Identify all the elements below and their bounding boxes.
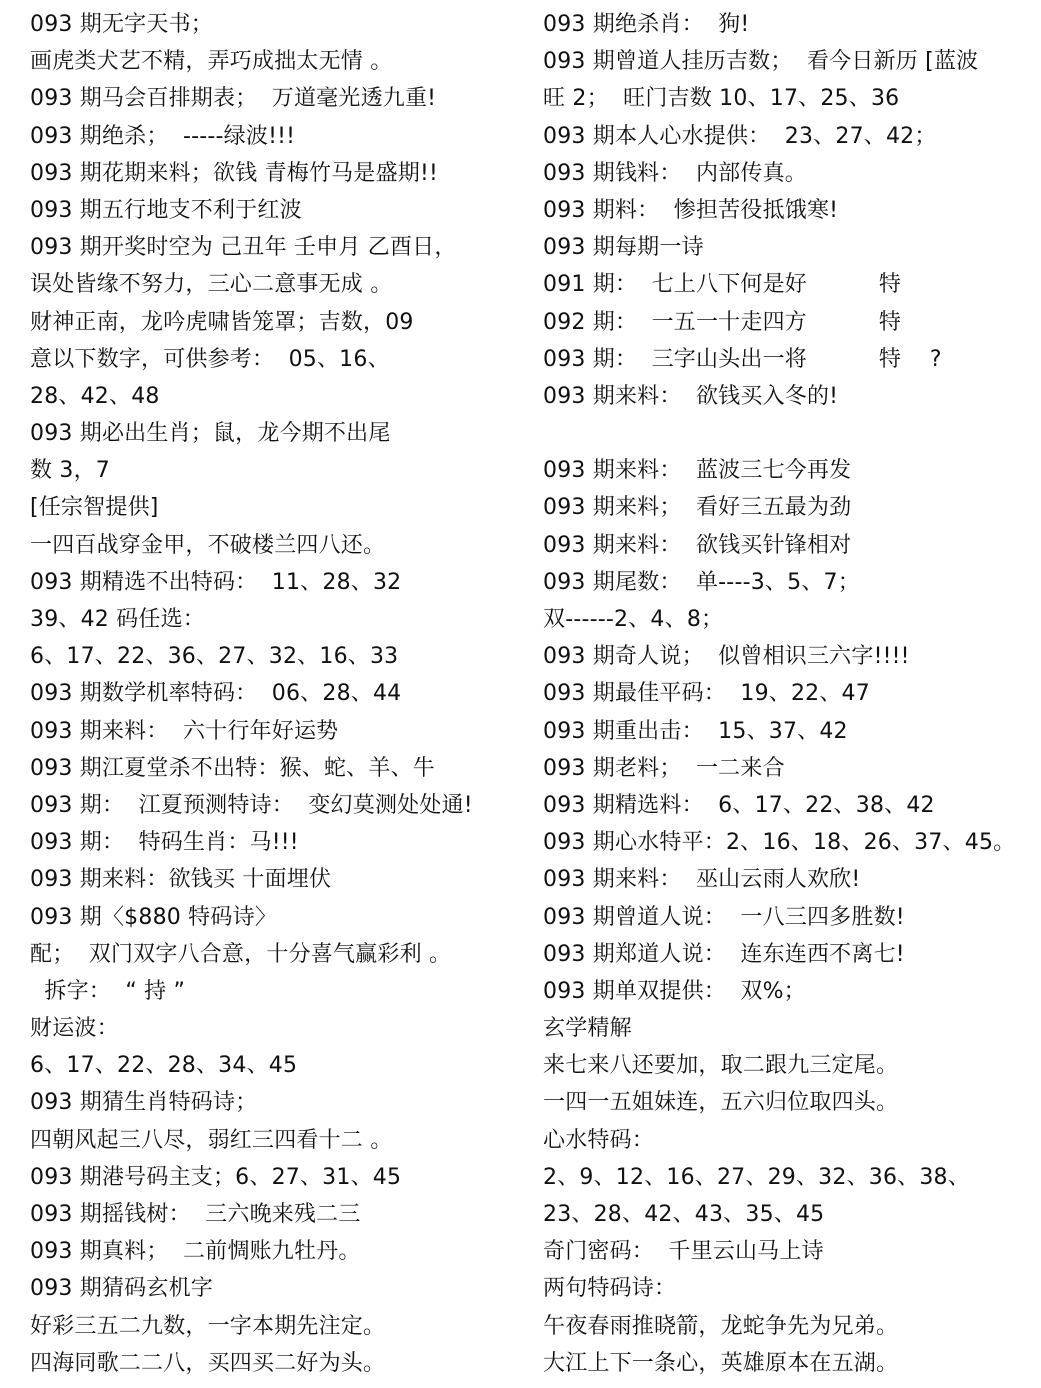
text-line: 093 期来料： 欲钱买入冬的! — [543, 383, 839, 409]
text-line: 093 期无字天书； — [30, 12, 213, 37]
text-line: 39、42 码任选： — [30, 607, 205, 632]
text-line: 093 期五行地支不利于红波 — [30, 197, 302, 223]
text-line: 四朝风起三八尽，弱红三四看十二 。 — [30, 1127, 393, 1153]
text-line: 093 期来料：欲钱买 十面埋伏 — [30, 867, 332, 893]
text-line: 093 期曾道人挂历吉数； 看今日新历 [蓝波 — [543, 49, 979, 75]
text-line: 093 期猜码玄机字 — [30, 1276, 213, 1302]
text-line: 093 期料： 惨担苦役抵饿寒! — [543, 197, 839, 223]
text-line: 一四百战穿金甲，不破楼兰四八还。 — [30, 532, 386, 558]
text-line: 093 期郑道人说： 连东连西不离七! — [543, 941, 905, 967]
text-line: 四海同歌二二八，买四买二好为头。 — [30, 1350, 386, 1376]
text-line: 奇门密码： 千里云山马上诗 — [543, 1239, 824, 1265]
text-line: 093 期： 三字山头出一将 特 ? — [543, 346, 942, 372]
text-line: 数 3，7 — [30, 458, 110, 484]
text-line: 093 期花期来料；欲钱 青梅竹马是盛期!! — [30, 160, 439, 186]
text-line: 093 期老料； 一二来合 — [543, 755, 785, 781]
text-line: 093 期尾数： 单----3、5、7； — [543, 569, 860, 595]
text-line: 大江上下一条心，英雄原本在五湖。 — [543, 1350, 899, 1376]
right-text-column — [543, 6, 1033, 1382]
text-line: 093 期每期一诗 — [543, 235, 704, 261]
text-line: 091 期： 七上八下何是好 特 — [543, 272, 902, 298]
text-line: 双------2、4、8； — [543, 607, 724, 632]
text-line: 玄学精解 — [543, 1016, 632, 1042]
text-line: 093 期曾道人说： 一八三四多胜数! — [543, 904, 905, 930]
text-line: 093 期最佳平码： 19、22、47 — [543, 681, 870, 707]
text-line: 093 期钱料： 内部传真。 — [543, 160, 807, 186]
text-line: 093 期来料： 六十行年好运势 — [30, 718, 339, 744]
text-line: 旺 2； 旺门吉数 10、17、25、36 — [543, 86, 900, 112]
text-line: 两句特码诗： — [543, 1276, 677, 1302]
text-line: 092 期： 一五一十走四方 特 — [543, 309, 902, 335]
text-line: 093 期开奖时空为 己丑年 壬申月 乙酉日， — [30, 235, 457, 261]
text-line: 093 期本人心水提供： 23、27、42； — [543, 123, 937, 149]
text-line: 093 期来料： 蓝波三七今再发 — [543, 458, 852, 484]
left-text-column — [30, 6, 520, 1382]
text-line: 093 期来料： 巫山云雨人欢欣! — [543, 867, 861, 893]
text-line: 财神正南，龙吟虎啸皆笼罩；吉数，09 — [30, 309, 414, 335]
text-line: 6、17、22、28、34、45 — [30, 1053, 298, 1079]
text-line: 2、9、12、16、27、29、32、36、38、 — [543, 1164, 970, 1190]
text-line: 意以下数字，可供参考： 05、16、 — [30, 346, 390, 372]
blank-line — [543, 415, 1033, 452]
text-line: [任宗智提供] — [30, 495, 159, 521]
text-line: 093 期港号码主支；6、27、31、45 — [30, 1164, 402, 1190]
text-line: 093 期重出击： 15、37、42 — [543, 718, 848, 744]
text-line: 一四一五姐妹连，五六归位取四头。 — [543, 1090, 899, 1116]
text-line: 093 期必出生肖；鼠，龙今期不出尾 — [30, 421, 391, 447]
text-line: 画虎类犬艺不精，弄巧成拙太无情 。 — [30, 49, 393, 75]
text-line: 093 期来料； 看好三五最为劲 — [543, 495, 852, 521]
text-line: 093 期绝杀肖： 狗! — [543, 12, 750, 37]
text-line: 23、28、42、43、35、45 — [543, 1202, 825, 1227]
text-line: 28、42、48 — [30, 383, 160, 409]
text-line: 心水特码： — [543, 1127, 655, 1153]
text-line: 误处皆缘不努力，三心二意事无成 。 — [30, 272, 393, 298]
text-line: 093 期真料； 二前惆账九牡丹。 — [30, 1239, 361, 1265]
text-line: 093 期： 江夏预测特诗： 变幻莫测处处通! — [30, 792, 473, 818]
text-line: 来七来八还要加，取二跟九三定尾。 — [543, 1053, 899, 1079]
text-line: 财运波： — [30, 1016, 119, 1042]
text-line: 093 期马会百排期表； 万道毫光透九重! — [30, 86, 437, 112]
text-line: 配； 双门双字八合意，十分喜气赢彩利 。 — [30, 941, 452, 967]
text-line: 093 期奇人说； 似曾相识三六字!!!! — [543, 644, 910, 670]
text-line: 093 期〈$880 特码诗〉 — [30, 904, 277, 930]
text-line: 093 期摇钱树： 三六晚来残二三 — [30, 1202, 361, 1227]
text-line: 拆字： “ 持 ” — [30, 978, 186, 1004]
text-line: 093 期： 特码生肖：马!!! — [30, 830, 299, 856]
text-line: 好彩三五二九数，一字本期先注定。 — [30, 1313, 386, 1339]
text-line: 093 期来料： 欲钱买针锋相对 — [543, 532, 852, 558]
text-line: 093 期猜生肖特码诗； — [30, 1090, 258, 1116]
text-line: 093 期心水特平：2、16、18、26、37、45。 — [543, 830, 1016, 856]
text-line: 093 期精选不出特码： 11、28、32 — [30, 569, 402, 595]
text-line: 093 期江夏堂杀不出特：猴、蛇、羊、牛 — [30, 755, 435, 781]
text-line: 093 期单双提供： 双%； — [543, 978, 806, 1004]
text-line: 093 期数学机率特码： 06、28、44 — [30, 681, 402, 707]
text-line: 6、17、22、36、27、32、16、33 — [30, 644, 399, 670]
text-line: 093 期精选料： 6、17、22、38、42 — [543, 792, 935, 818]
text-line: 午夜春雨推晓箭，龙蛇争先为兄弟。 — [543, 1313, 899, 1339]
text-line: 093 期绝杀； -----绿波!!! — [30, 123, 296, 149]
